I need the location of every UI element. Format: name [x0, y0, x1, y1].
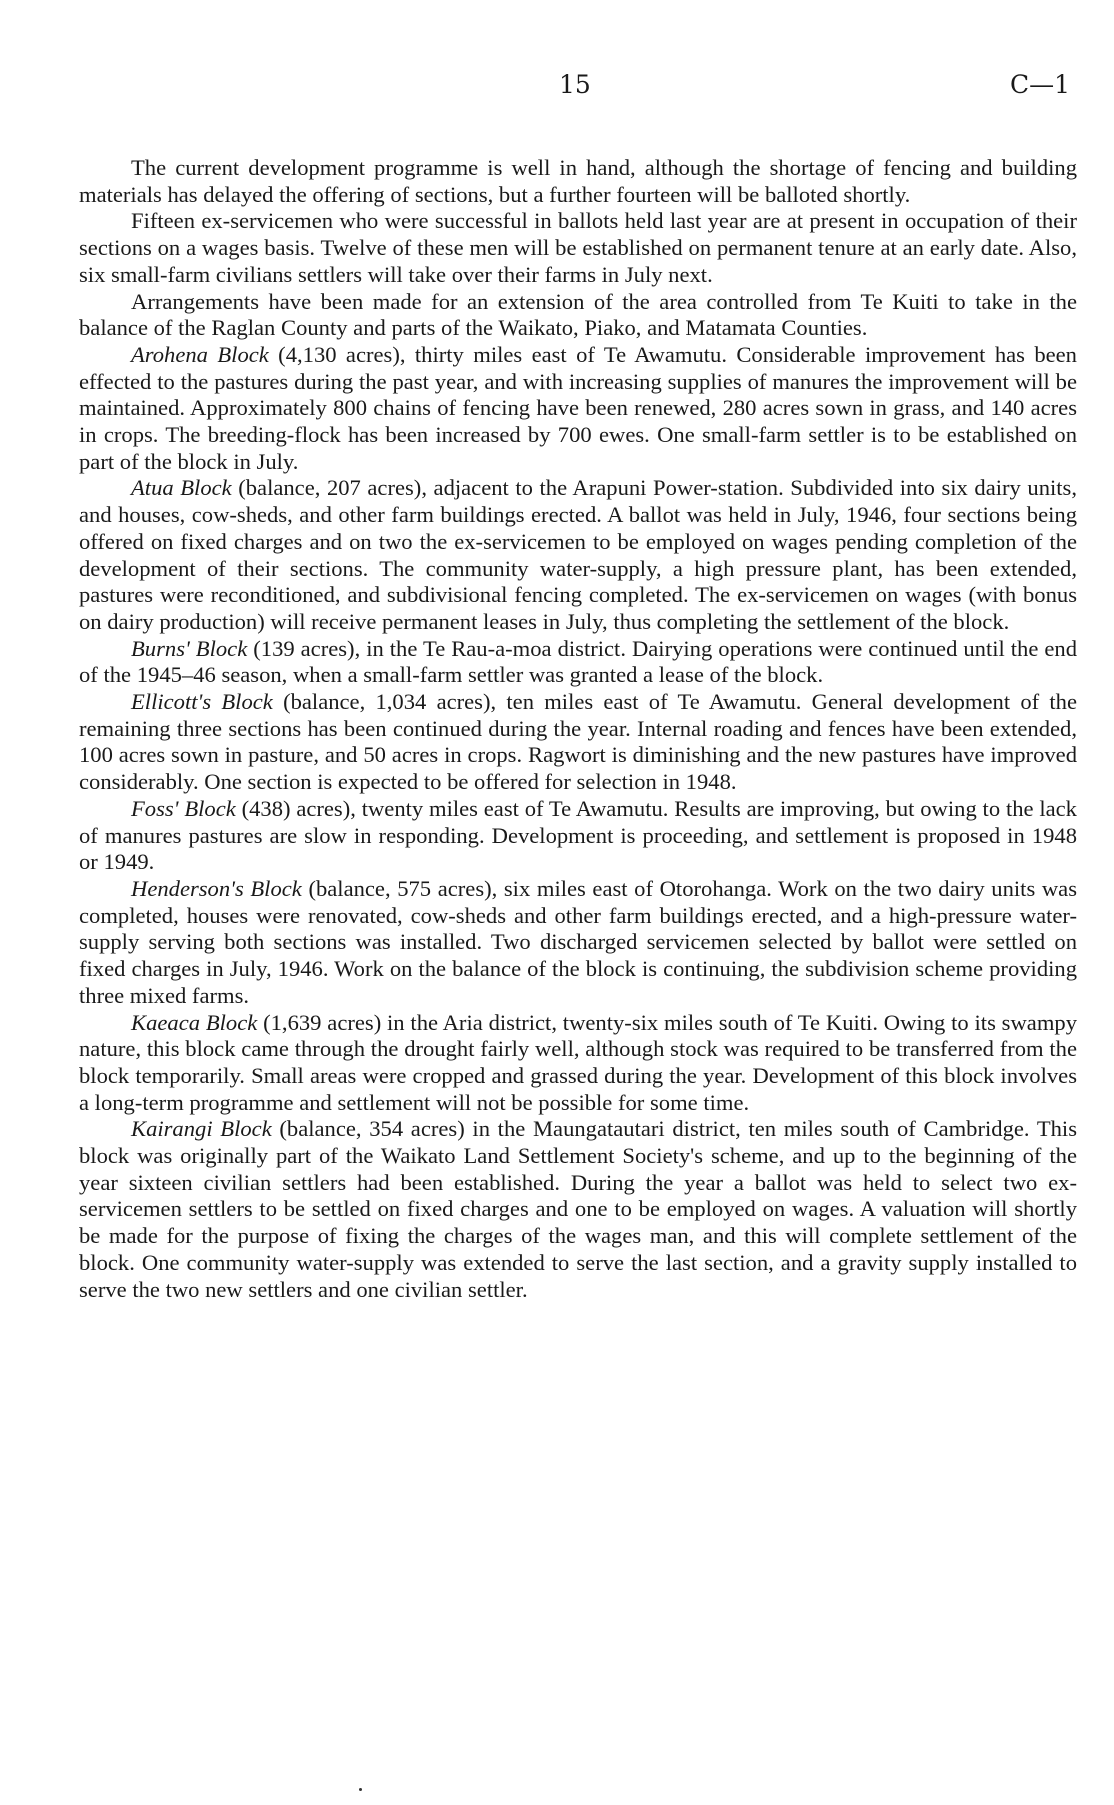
block-name: Arohena Block — [131, 341, 269, 367]
paragraph-text: (balance, 575 acres), six miles east of Otorohanga. Work on the two dairy units was completed, houses were renovated, cow-sheds and other farm buildings erected, and a high-pressure water-supply serving both sections was installed. Two discharged servicemen selected by ballot were settled on fixed charges in July, 1946. Work on the balance of the block is continuing, the subdivision scheme providing three mixed farms. — [79, 875, 1078, 1008]
paragraph-foss-block — [79, 796, 1077, 876]
paragraph-text: (438) acres), twenty miles east of Te Awamutu. Results are improving, but owing to the lack of manures pastures are slow in responding. Development is proceeding, and settlement is proposed in 1948 or 1949. — [79, 795, 1077, 875]
block-name: Ellicott's Block — [131, 689, 273, 715]
page-speck — [359, 1788, 362, 1791]
paragraph-burns-block — [79, 636, 1077, 689]
paragraph — [79, 289, 1077, 342]
block-name: Kairangi Block — [131, 1116, 272, 1142]
paragraph-atua-block — [79, 475, 1077, 635]
page-number: 15 — [559, 70, 591, 99]
block-name: Burns' Block — [131, 635, 248, 661]
block-name: Atua Block — [131, 475, 232, 501]
block-name: Foss' Block — [131, 795, 236, 821]
paragraph — [79, 208, 1077, 288]
paragraph-text: (balance, 1,034 acres), ten miles east of Te Awamutu. General development of the remaining three sections has been continued during the year. Internal roading and fences have been extended, 100 acres sown in pasture, and 50 acres in crops. Ragwort is diminishing and the new pastures have improved considerably. One section is expected to be offered for selection in 1948. — [79, 689, 1078, 795]
paragraph-text: (4,130 acres), thirty miles east of Te Awamutu. Considerable improvement has been effected to the pastures during the past year, and with increasing supplies of manures the improvement will be maintained. Approximately 800 chains of fencing have been renewed, 280 acres sown in grass, and 140 acres in crops. The breeding-flock has been increased by 700 ewes. One small-farm settler is to be established on part of the block in July. — [79, 341, 1077, 474]
paragraph-text: (balance, 354 acres) in the Maungatautari district, ten miles south of Cambridge. This block was originally part of the Waikato Land Settlement Society's scheme, and up to the beginning of the year sixteen civilian settlers had been established. During the year a ballot was held to select two ex-servicemen settlers to be settled on fixed charges and one to be employed on wages. A valuation will shortly be made for the purpose of fixing the charges of the wages man, and this will complete settlement of the block. One community water-supply was extended to serve the last section, and a gravity supply installed to serve the two new settlers and one civilian settler. — [79, 1116, 1077, 1302]
paragraph-kairangi-block — [79, 1116, 1077, 1303]
paragraph-text: Fifteen ex-servicemen who were successful in ballots held last year are at present in occupation of their sections on a wages basis. Twelve of these men will be established on permanent tenure at an early date. Also, six small-farm civilians settlers will take over their farms in July next. — [79, 208, 1077, 287]
paragraph-text: (balance, 207 acres), adjacent to the Arapuni Power-station. Subdivided into six dairy units, and houses, cow-sheds, and other farm buildings erected. A ballot was held in July, 1946, four sections being offered on fixed charges and on two the ex-servicemen to be employed on wages pending completion of the development of their sections. The community water-supply, a high pressure plant, has been extended, pastures were reconditioned, and subdivisional fencing completed. The ex-servicemen on wages (with bonus on dairy production) will receive permanent leases in July, thus completing the settlement of the block. — [79, 475, 1077, 634]
paragraph-text: (1,639 acres) in the Aria district, twenty-six miles south of Te Kuiti. Owing to its swampy nature, this block came through the drought fairly well, although stock was required to be transferred from the block temporarily. Small areas were cropped and grassed during the year. Development of this block involves a long-term programme and settlement will not be possible for some time. — [79, 1009, 1077, 1115]
paragraph — [79, 155, 1077, 208]
paragraph-text: Arrangements have been made for an extension of the area controlled from Te Kuiti to take in the balance of the Raglan County and parts of the Waikato, Piako, and Matamata Counties. — [79, 288, 1077, 341]
body-text — [79, 155, 1077, 1303]
paragraph-arohena-block — [79, 342, 1077, 476]
paragraph-ellicotts-block — [79, 689, 1077, 796]
block-name: Henderson's Block — [131, 875, 302, 901]
paragraph-text: (139 acres), in the Te Rau-a-moa district. Dairying operations were continued until the end of the 1945–46 season, when a small-farm settler was granted a lease of the block. — [79, 635, 1077, 688]
document-code: C—1 — [1009, 70, 1070, 99]
block-name: Kaeaca Block — [131, 1009, 258, 1035]
paragraph-kaeaca-block — [79, 1010, 1077, 1117]
page-header — [0, 70, 1114, 110]
paragraph-text: The current development programme is well in hand, although the shortage of fencing and building materials has delayed the offering of sections, but a further fourteen will be balloted shortly. — [79, 155, 1077, 207]
paragraph-hendersons-block — [79, 876, 1077, 1010]
